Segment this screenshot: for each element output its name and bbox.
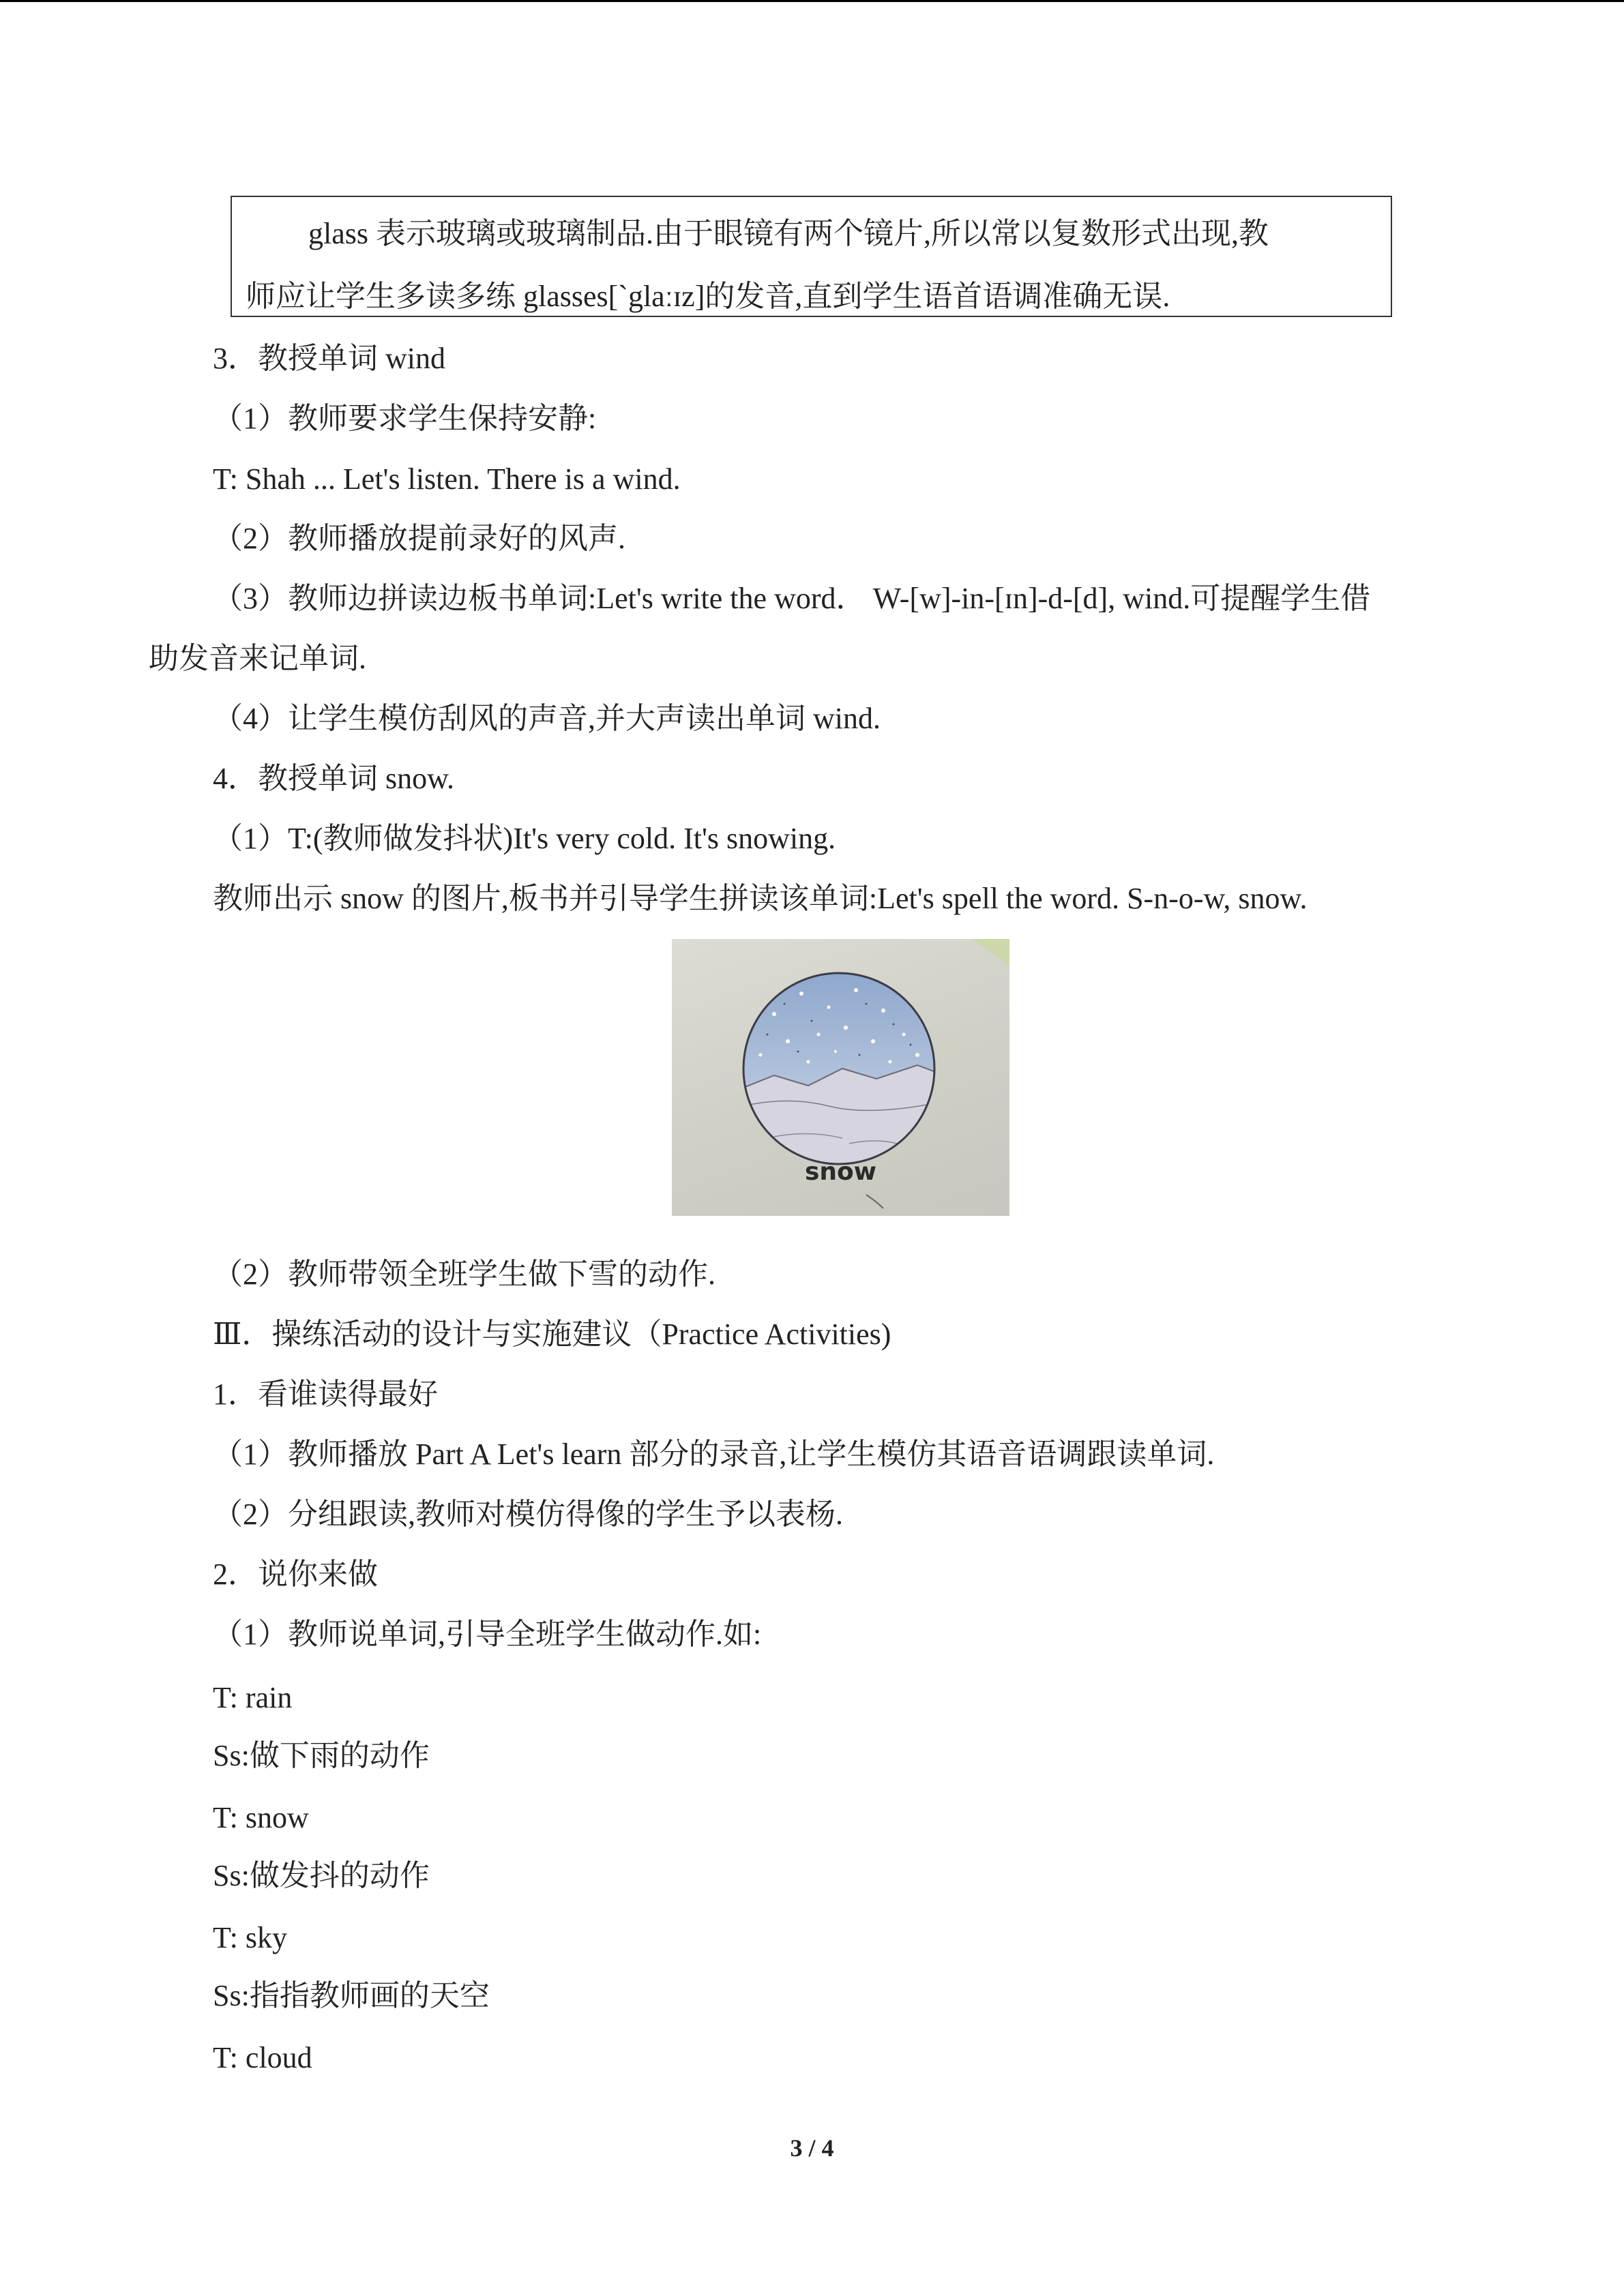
paragraph-line: 教师出示 snow 的图片,板书并引导学生拼读该单词:Let's spell the word. S-n-o-w, snow. (213, 882, 1308, 915)
paragraph-line: （1）T:(教师做发抖状)It's very cold. It's snowing. (213, 822, 836, 855)
top-border-rule (0, 0, 1624, 2)
paragraph-line: （2）教师播放提前录好的风声. (213, 522, 625, 555)
section-heading-snow: 4．教授单词 snow. (213, 762, 455, 795)
paragraph-line: （3）教师边拼读边板书单词:Let's write the word． W-[w]-in-[ɪn]-d-[d], wind.可提醒学生借 (213, 582, 1371, 615)
dialogue-line: Ss:做下雨的动作 (213, 1739, 430, 1772)
paragraph-line: （1）教师播放 Part A Let's learn 部分的录音,让学生模仿其语音语调跟读单词. (213, 1437, 1215, 1471)
dialogue-line: T: snow (213, 1801, 309, 1834)
snow-picture (672, 939, 1009, 1216)
section-heading-wind: 3．教授单词 wind (213, 342, 445, 375)
paragraph-line: 助发音来记单词. (149, 642, 366, 675)
page-number: 3 / 4 (790, 2134, 834, 2162)
dialogue-line: Ss:指指教师画的天空 (213, 1979, 490, 2012)
paragraph-line: （1）教师要求学生保持安静: (213, 402, 597, 435)
snow-caption: snow (804, 1158, 877, 1186)
dialogue-line: Ss:做发抖的动作 (213, 1859, 430, 1892)
subsection-heading: 2．说你来做 (213, 1557, 378, 1591)
subsection-heading: 1．看谁读得最好 (213, 1377, 438, 1411)
paragraph-line: （4）让学生模仿刮风的声音,并大声读出单词 wind. (213, 702, 881, 735)
section-heading-practice: Ⅲ．操练活动的设计与实施建议（Practice Activities) (213, 1317, 891, 1351)
dialogue-line: T: rain (213, 1681, 293, 1714)
dialogue-line: T: cloud (213, 2041, 312, 2074)
paragraph-line: （2）教师带领全班学生做下雪的动作. (213, 1257, 715, 1291)
paragraph-line: （2）分组跟读,教师对模仿得像的学生予以表杨. (213, 1497, 843, 1531)
note-line-2: 师应让学生多读多练 glasses[`glaːɪz]的发音,直到学生语首语调准确无误. (246, 280, 1170, 313)
note-line-1: glass 表示玻璃或玻璃制品.由于眼镜有两个镜片,所以常以复数形式出现,教 (308, 217, 1269, 250)
dialogue-line: T: Shah ... Let's listen. There is a wind. (213, 462, 681, 496)
dialogue-line: T: sky (213, 1921, 288, 1954)
paragraph-line: （1）教师说单词,引导全班学生做动作.如: (213, 1617, 762, 1651)
